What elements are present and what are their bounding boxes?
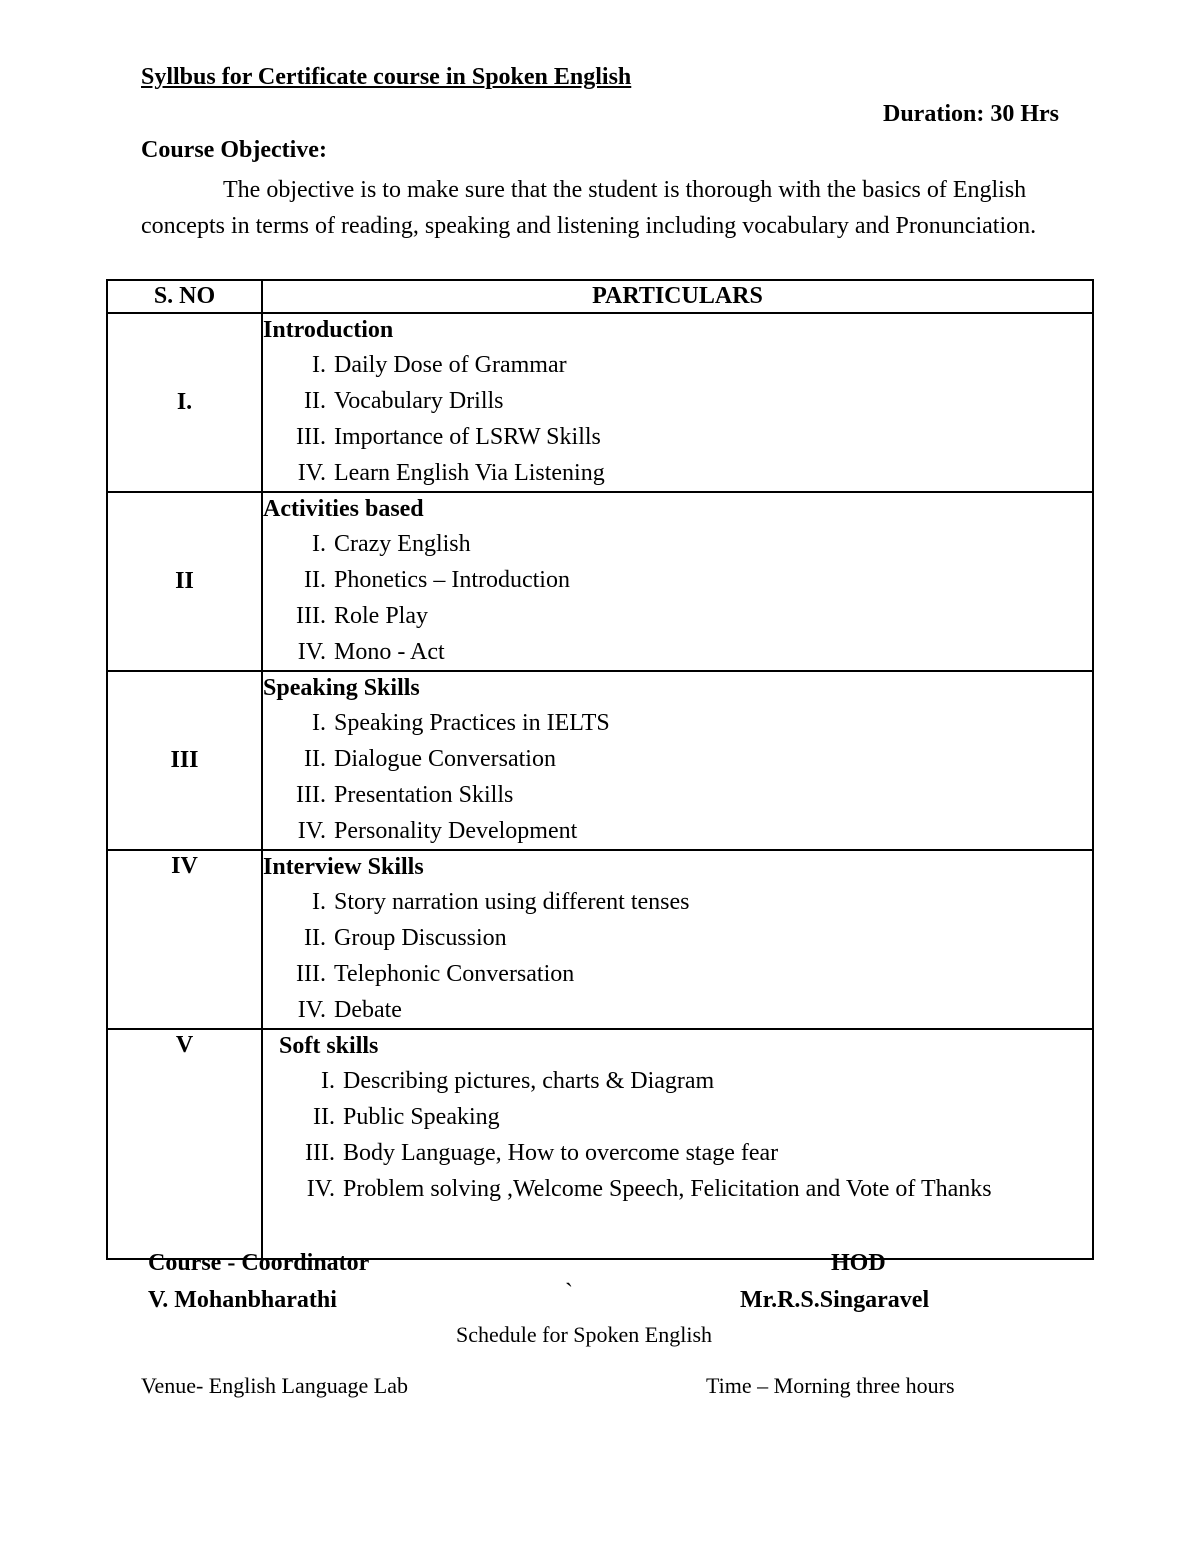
item-number: II.: [313, 1104, 335, 1130]
list-item: [272, 1135, 1092, 1171]
item-text: Role Play: [334, 603, 428, 629]
objective-text: The objective is to make sure that the student is thorough with the basics of English concepts in terms of reading, speaking and listening including vocabulary and Pronunciation.: [141, 177, 1037, 239]
item-text: Problem solving ,Welcome Speech, Felicitation and Vote of Thanks: [343, 1176, 992, 1202]
list-item: [272, 1171, 1092, 1207]
hod-name: Mr.R.S.Singaravel: [740, 1287, 930, 1313]
item-text: Mono - Act: [334, 639, 445, 665]
unit-particulars: [262, 671, 1093, 850]
course-duration: Duration: 30 Hrs: [883, 101, 1059, 127]
item-number: III.: [305, 1140, 335, 1166]
list-item: [263, 992, 1092, 1028]
time-text: Time – Morning three hours: [706, 1373, 955, 1398]
list-item: [263, 741, 1092, 777]
list-item: [263, 383, 1092, 419]
column-header-particulars: PARTICULARS: [262, 280, 1093, 313]
item-text: Personality Development: [334, 818, 578, 844]
item-number: II.: [304, 567, 326, 593]
unit-number: V: [107, 1029, 262, 1259]
list-item: [263, 455, 1092, 491]
item-number: IV.: [306, 1176, 335, 1202]
item-text: Telephonic Conversation: [334, 961, 575, 987]
item-text: Group Discussion: [334, 925, 507, 951]
unit-number: II: [107, 492, 262, 671]
list-item: [263, 813, 1092, 849]
item-number: IV.: [297, 818, 326, 844]
list-item: [263, 956, 1092, 992]
unit-particulars: [262, 850, 1093, 1029]
item-number: III.: [296, 961, 326, 987]
table-row: [107, 850, 1093, 1029]
document-title: Syllbus for Certificate course in Spoken English: [141, 64, 632, 90]
list-item: [272, 1063, 1092, 1099]
item-number: II.: [304, 746, 326, 772]
item-text: Importance of LSRW Skills: [334, 424, 601, 450]
objective-label: Course Objective:: [141, 137, 327, 163]
item-text: Dialogue Conversation: [334, 746, 556, 772]
item-text: Presentation Skills: [334, 782, 514, 808]
item-number: II.: [304, 388, 326, 414]
list-item: [263, 419, 1092, 455]
item-text: Daily Dose of Grammar: [334, 352, 567, 378]
item-number: I.: [321, 1068, 335, 1094]
list-item: [263, 920, 1092, 956]
unit-heading: Activities based: [263, 496, 424, 522]
coordinator-name: V. Mohanbharathi: [148, 1287, 337, 1313]
item-number: I.: [312, 352, 326, 378]
item-text: Crazy English: [334, 531, 471, 557]
item-text: Public Speaking: [343, 1104, 500, 1130]
syllabus-table: [106, 279, 1094, 1260]
item-number: IV.: [297, 460, 326, 486]
list-item: [263, 884, 1092, 920]
item-number: IV.: [297, 997, 326, 1023]
item-number: IV.: [297, 639, 326, 665]
item-text: Debate: [334, 997, 402, 1023]
item-text: Phonetics – Introduction: [334, 567, 570, 593]
unit-heading: Interview Skills: [263, 854, 424, 880]
list-item: [263, 526, 1092, 562]
item-number: III.: [296, 603, 326, 629]
list-item: [263, 634, 1092, 670]
table-row: [107, 671, 1093, 850]
item-text: Describing pictures, charts & Diagram: [343, 1068, 715, 1094]
item-text: Speaking Practices in IELTS: [334, 710, 610, 736]
item-text: Body Language, How to overcome stage fear: [343, 1140, 779, 1166]
table-row: [107, 492, 1093, 671]
list-item: [263, 347, 1092, 383]
list-item: [263, 705, 1092, 741]
item-number: I.: [312, 889, 326, 915]
venue-text: Venue- English Language Lab: [141, 1373, 408, 1398]
unit-number: IV: [107, 850, 262, 1029]
unit-particulars: [262, 1029, 1093, 1259]
unit-particulars: [262, 492, 1093, 671]
unit-number: III: [107, 671, 262, 850]
list-item: [272, 1099, 1092, 1135]
item-number: I.: [312, 531, 326, 557]
item-number: III.: [296, 424, 326, 450]
unit-number: I.: [107, 313, 262, 492]
unit-heading: Speaking Skills: [263, 675, 420, 701]
item-number: III.: [296, 782, 326, 808]
item-number: II.: [304, 925, 326, 951]
hod-label: HOD: [831, 1250, 886, 1276]
item-text: Story narration using different tenses: [334, 889, 690, 915]
stray-mark: `: [565, 1280, 573, 1306]
item-number: I.: [312, 710, 326, 736]
table-row: [107, 313, 1093, 492]
item-text: Learn English Via Listening: [334, 460, 605, 486]
list-item: [263, 598, 1092, 634]
unit-particulars: [262, 313, 1093, 492]
table-row: [107, 1029, 1093, 1259]
schedule-title: Schedule for Spoken English: [456, 1322, 713, 1347]
table-header-row: [107, 280, 1093, 313]
item-text: Vocabulary Drills: [334, 388, 504, 414]
list-item: [263, 777, 1092, 813]
list-item: [263, 562, 1092, 598]
unit-heading: Soft skills: [279, 1033, 379, 1059]
column-header-sno: S. NO: [107, 280, 262, 313]
unit-heading: Introduction: [263, 317, 394, 343]
coordinator-label: Course - Coordinator: [148, 1250, 370, 1276]
